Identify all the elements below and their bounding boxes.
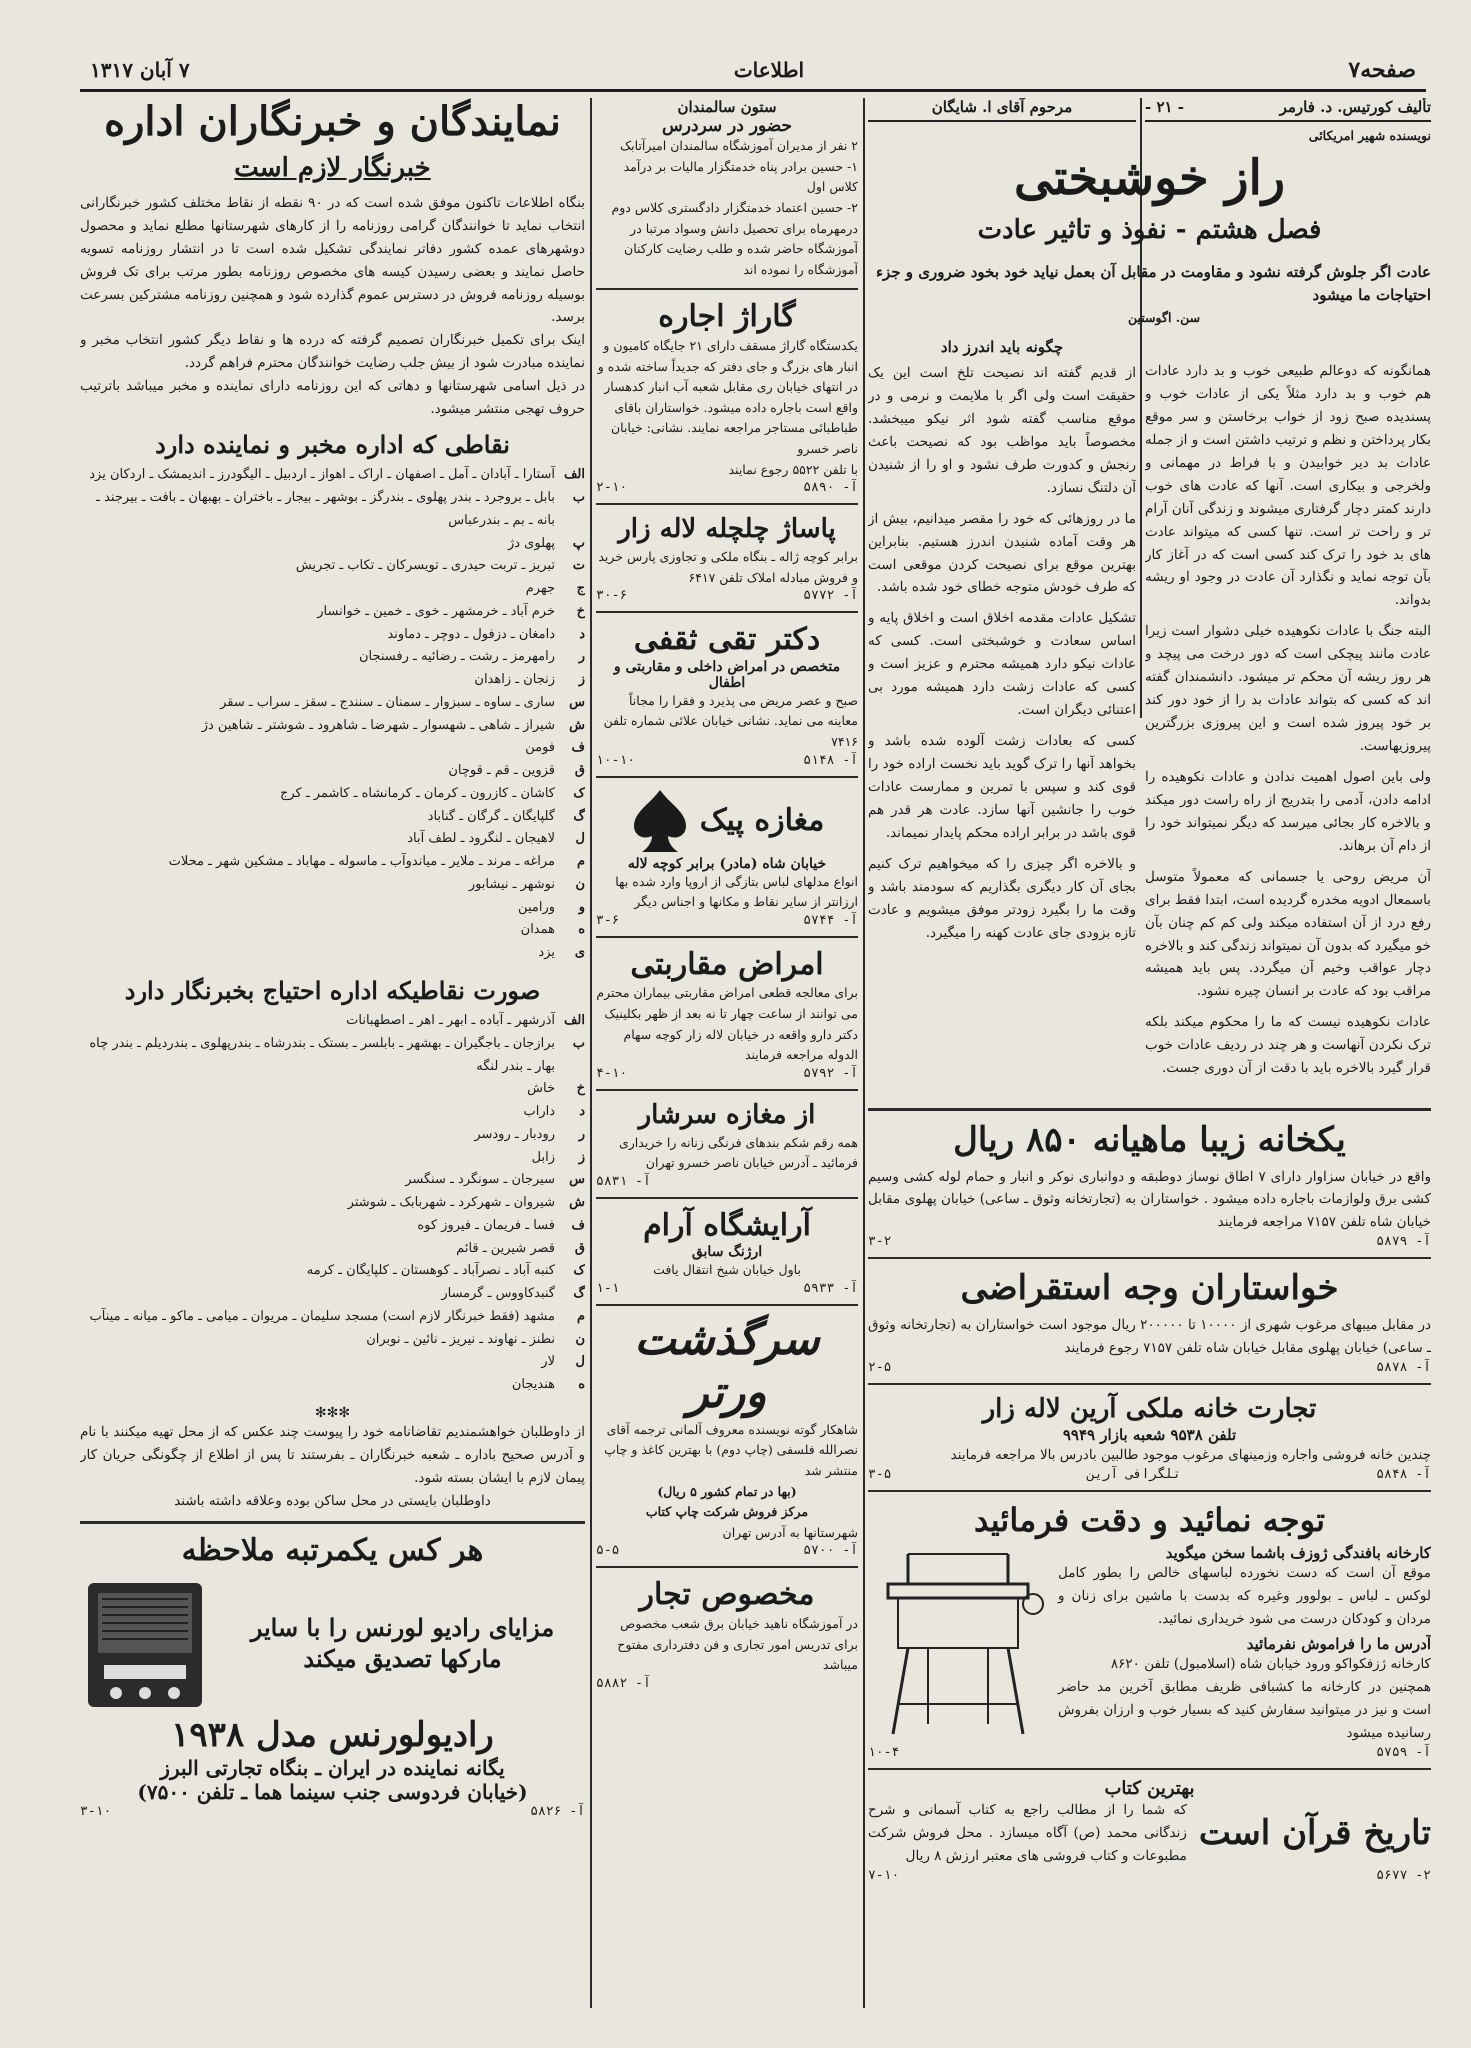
correspondents-intro2: اینک برای تکمیل خبرنگاران تصمیم گرفته که درده ها و نقاط دیگر کشور انتخاب مخبر و نماینده مبادرت شود از بیش جلب رضایت خوانندگان محترم فراهم گردد.: [80, 332, 585, 372]
column-rule: [863, 98, 865, 2008]
ad-code: ۲- ۵۶۷۷: [1376, 1867, 1431, 1883]
list-item: [80, 1078, 585, 1101]
serial-paragraph: تشکیل عادات مقدمه اخلاق است و اخلاق پایه و اساس سعادت و خوشبختی است. کسی که عادات نیکو دارد همیشه محترم و عزیز است و کسی که عادات زشت دارد همیشه مورد بی اعتنائی دیگران است.: [868, 610, 1136, 719]
list-item-places: کاشان ـ کازرون ـ کرمان ـ کرمانشاه ـ کاشمر ـ کرج: [279, 785, 555, 801]
list-item: [80, 942, 585, 965]
ad-passage-title: پاساژ چلچله لاله زار: [618, 514, 836, 545]
spade-icon: [630, 786, 690, 856]
serial-author: تألیف کورتیس. د. فارمر: [1279, 98, 1431, 116]
ad-code: ۲-۵: [868, 1359, 892, 1375]
list-item: [80, 1283, 585, 1306]
needed-list: [80, 1010, 585, 1397]
ad-code: آ- ۵۷۴۴: [803, 912, 858, 928]
ad-code: آ- ۵۷۷۲: [803, 588, 858, 604]
list-item-letter: ج: [576, 581, 585, 597]
serial-paragraph: ولی باین اصول اهمیت ندادن و عادات نکوهیده را ادامه دادن، آدمی را بتدریج از راه راست دور میکند و بالاخره کار بجائی میرسد که دیگر نمیتواند خود را از دام آن برهاند.: [1145, 768, 1431, 854]
list-item-places: خاش: [527, 1081, 555, 1097]
list-item-places: تبریز ـ تربت حیدری ـ تویسرکان ـ تکاب ـ تجریش: [295, 558, 555, 574]
ad-code: آ- ۵۷۵۹: [1376, 1744, 1431, 1760]
serial-paragraph: کسی که بعادات زشت آلوده شده باشد و بخواهد آنها را ترک گوید باید نخست اراده خود را قوی کند و سپس با تمرین و ممارست عادات خوب را جانشین آنها سازد. عادت هر قدر هم قوی باشد در برابر اراده محکم پایدار نمیماند.: [868, 733, 1136, 841]
list-item-letter: م: [576, 1308, 585, 1324]
list-item-places: گنبدکاووس ـ گرمسار: [441, 1286, 555, 1302]
list-item-places: برازجان ـ باجگیران ـ بهشهر ـ بابلسر ـ بستک ـ بندرشاه ـ بندرپهلوی ـ بندردیلم ـ بندر چاه بهار ـ بندر لنگه: [89, 1035, 555, 1074]
list-item-letter: ب: [572, 490, 585, 506]
serial-translator: مرحوم آقای ا. شایگان: [868, 98, 1136, 122]
correspondents-column: [80, 98, 585, 2008]
agents-list: [80, 464, 585, 965]
list-item-letter: ل: [575, 1354, 585, 1370]
list-item-letter: ب: [572, 1035, 585, 1051]
ad-code: آ- ۵۸۲۶: [530, 1803, 585, 1819]
list-item-letter: گ: [573, 1286, 585, 1302]
list-item: [80, 578, 585, 601]
ad-realestate-title: تجارت خانه ملکی آرین لاله زار: [982, 1393, 1317, 1424]
list-item-letter: ن: [575, 1331, 585, 1347]
serial-paragraph: همانگونه که دوعالم طبیعی خوب و بد دارد عادات هم خوب و بد دارد مثلاً یکی از عادات خوب و پسندیده صبح زود از خواب برخاستن و سر موقع بکار پرداختن و نظم و ترتیب داشتن است و از جمله عادات بد دیر خوابیدن و با فراط در مهمانی و ولخرجی و بیکاری است. آنها که عادت های خوب دارند کمتر دچار گرفتاری میشوند و زندگی آنان آرام تر و راحت تر است. تنها کسی که میتواند عادت های بد خود را ترک کند کسی است که در آغاز کار بآن توجه نماید و نگذارد آن عادت در وجود او ریشه بدواند.: [1145, 363, 1431, 609]
knitting-machine-icon: [868, 1544, 1048, 1744]
ad-code: ۲-۱۰: [596, 480, 628, 496]
list-item-places: قصر شیرین ـ قائم: [456, 1240, 555, 1256]
list-item-places: پهلوی دژ: [507, 535, 555, 551]
list-item-places: زنجان ـ زاهدان: [474, 672, 555, 688]
ad-garage-title: گاراژ اجاره: [658, 299, 796, 335]
radio-ad-address: (خیابان فردوسی جنب سینما هما ـ تلفن ۷۵۰۰): [137, 1779, 528, 1804]
list-item-letter: ف: [571, 1217, 585, 1233]
ad-elders-item: ۲- حسین اعتماد خدمتگزار دادگستری کلاس دوم: [611, 199, 858, 215]
radio-ad-line2: مارکها تصدیق میکند: [303, 1644, 502, 1674]
correspondents-subtitle: خبرنگار لازم است: [234, 153, 431, 183]
list-item-letter: و: [578, 899, 585, 915]
serial-quote: عادت اگر جلوش گرفته نشود و مقاومت در مقابل آن بعمل نیاید خود بخود ضروری و جزء احتیاجات ما میشود: [875, 263, 1431, 304]
ad-venereal-title: امراض مقاربتی: [630, 946, 824, 982]
list-item-places: آذرشهر ـ آباده ـ ابهر ـ اهر ـ اصطهبانات: [346, 1013, 555, 1029]
list-item: [80, 1169, 585, 1192]
serial-paragraph: و بالاخره اگر چیزی را که میخواهیم ترک کنیم بجای آن کار دیگری بگذاریم که سودمند باشد و وقت ما را بگیرد زودتر موفق میشویم و عادت تازه بزودی جای عادت کهنه را میگیرد.: [868, 855, 1136, 941]
list-item: [80, 919, 585, 942]
list-item-places: مراغه ـ مرند ـ ملایر ـ میاندوآب ـ ماسوله ـ مهاباد ـ مشکین شهر ـ محلات: [168, 854, 555, 870]
ad-peek-body: انواع مدلهای لباس بتازگی از اروپا وارد شده بها ارزانتر از سایر نقاط و مکانها و اجناس دیگر: [615, 873, 858, 910]
ad-sarshar-body: همه رقم شکم بندهای فرنگی زنانه را خریداری فرمائید ـ آدرس خیابان ناصر خسرو تهران: [618, 1134, 858, 1171]
list-item-places: گلپایگان ـ گرگان ـ گناباد: [427, 808, 555, 824]
list-item-letter: ز: [578, 672, 585, 688]
ad-knitting-sub: کارخانه بافندگی ژوزف باشما سخن میگوید: [1165, 1544, 1431, 1563]
list-item-letter: گ: [573, 808, 585, 824]
ad-elders-body: ۲ نفر از مدیران آموزشگاه سالمندان امیرآتابک: [619, 138, 858, 153]
list-item-places: یزد: [538, 945, 555, 961]
list-item: [80, 1351, 585, 1374]
list-item-letter: ه: [578, 1377, 585, 1393]
ad-salon-title: آرایشگاه آرام: [643, 1207, 811, 1243]
list-item-letter: خ: [576, 603, 585, 619]
ad-doctor-title: دکتر تقی ثقفی: [633, 622, 821, 658]
list-item-letter: ز: [578, 1149, 585, 1165]
list-item-places: لار: [541, 1354, 555, 1370]
ad-merchants-title: مخصوص تجار: [639, 1577, 815, 1613]
correspondents-intro: بنگاه اطلاعات تاکنون موفق شده است که در ۹۰ نقطه از نقاط مختلف کشور خبرنگارانی انتخاب نماید تا خوانندگان گرامی روزنامه را از کارهای شهرستانها مطلع نماید و محصول دوشهرهای عمده کشور دفاتر نمایندگی تشکیل شده است تا در انتشار روزنامه تسویه حاصل نمایند و بعضی رسیدن کیسه های مخصوص روزنامه بطور مرتب برای تک فروش بوسیله روزنامه فروش در دسترس عموم گذارده شود و همچنین روزنامه مشترکین بسرعت برسد.: [80, 194, 585, 326]
list-item-places: لاهیجان ـ لنگرود ـ لطف آباد: [407, 831, 555, 847]
list-item-places: شیروان ـ شهرکرد ـ شهربابک ـ شوشتر: [347, 1195, 555, 1211]
ad-elders-item: ۱- حسین برادر پناه خدمتگزار مالیات بر درآمد کلاس اول: [623, 158, 858, 195]
list-item-letter: د: [579, 1104, 585, 1120]
ad-werther-price: (بها در تمام کشور ۵ ریال): [657, 1483, 797, 1499]
list-item-letter: پ: [572, 535, 585, 551]
list-item-places: رودبار ـ رودسر: [474, 1126, 555, 1142]
correspondents-intro3: در ذیل اسامی شهرستانها و دهاتی که این روزنامه دارای نماینده و مخبر میباشد باترتیب حروف تهجی منتشر میشود.: [80, 378, 585, 418]
list-item-places: شیراز ـ شاهی ـ شهسوار ـ شهرضا ـ شاهرود ـ شوشتر ـ شاهین دژ: [201, 717, 555, 733]
list-item-places: فومن: [525, 740, 555, 756]
list-item-letter: ت: [572, 558, 585, 574]
list-item-places: قزوین ـ قم ـ قوچان: [448, 763, 555, 779]
ad-knitting-body: موقع آن است که دست نخورده لباسهای خالص را بطور کامل لوکس ـ لباس ـ بولوور وغیره که بدست با ماشین برای زنان و مردان و کودکان درست می شود خریداری نمائید.: [1058, 1565, 1431, 1628]
ad-merchants-body: در آموزشگاه ناهید خیابان برق شعب مخصوص برای تدریس امور تجاری و فن دفترداری مفتوح میباشد: [617, 1615, 858, 1673]
list-item-letter: ش: [569, 1195, 585, 1211]
list-item: [80, 806, 585, 829]
list-item: [80, 1010, 585, 1033]
ad-salon-body: باول خیابان شیخ انتقال یافت: [653, 1262, 801, 1278]
list-item: [80, 533, 585, 556]
list-item-letter: الف: [563, 467, 585, 483]
section-needs-agents: صورت نقاطیکه اداره احتیاج بخبرنگار دارد: [124, 975, 541, 1005]
ad-house-body: واقع در خیابان سزاوار دارای ۷ اطاق نوساز دوطبقه و دوانباری نوکر و انبار و حمام لوله کشی وسیم کشی برق ولوازمات باجاره داده میشود . خواستاران به (تجارتخانه وثوق ـ ساعی) خیابان پهلوی مقابل خیابان شاه تلفن ۷۱۵۷ مراجعه فرمایند: [868, 1168, 1431, 1231]
ad-werther-store: مرکز فروش شرکت چاپ کتاب: [645, 1504, 809, 1520]
ad-realestate-phone: تلفن ۹۵۳۸ شعبه بازار ۹۹۴۹: [1062, 1426, 1237, 1445]
list-item: [80, 760, 585, 783]
serial-subauthor: نویسنده شهیر امریکائی: [1308, 128, 1431, 143]
ad-code: آ- ۵۹۳۳: [803, 1281, 858, 1297]
list-item-letter: ش: [569, 717, 585, 733]
ad-werther-title: سرگذشت ورتر: [634, 1314, 820, 1418]
list-item-places: آستارا ـ آبادان ـ آمل ـ اصفهان ـ اراک ـ اهواز ـ اردبیل ـ الیگودرز ـ اندیمشک ـ اردکان یزد: [89, 467, 555, 483]
ad-knitting-addr-title: آدرس ما را فراموش نفرمائید: [1246, 1635, 1431, 1654]
list-item: [80, 1147, 585, 1170]
list-item-places: خرم آباد ـ خرمشهر ـ خوی ـ خمین ـ خوانسار: [317, 603, 555, 619]
ad-code: ۱-۱: [596, 1281, 620, 1297]
list-item-letter: ک: [573, 1263, 585, 1279]
list-item: [80, 1306, 585, 1329]
radio-icon: [80, 1573, 210, 1713]
ad-garage-phone: با تلفن ۵۵۲۲ رجوع نمایند: [728, 461, 858, 477]
ad-code: ۳-۵: [868, 1467, 892, 1483]
ad-loan-title: خواستاران وجه استقراضی: [960, 1268, 1339, 1309]
serial-text-left: [868, 338, 1136, 1090]
list-item: [80, 646, 585, 669]
ad-passage-body: برابر کوچه ژاله ـ بنگاه ملکی و تجاوزی پارس خرید و فروش مبادله املاک تلفن ۶۴۱۷: [598, 549, 858, 585]
list-item: [80, 555, 585, 578]
list-item-letter: د: [579, 626, 585, 642]
ad-werther-body: شاهکار گوته نویسنده معروف آلمانی ترجمه آقای نصرالله فلسفی (چاپ دوم) با بهترین کاغذ و چاپ منتشر شد: [604, 1421, 858, 1478]
list-item-letter: الف: [563, 1013, 585, 1029]
ad-book-kicker: بهترین کتاب: [1104, 1777, 1195, 1799]
middle-ads-column: [596, 98, 858, 2008]
list-item-places: هندیجان: [511, 1377, 555, 1393]
ad-code: ۷-۱۰: [868, 1867, 900, 1883]
stars-divider: ✻✻✻: [314, 1404, 351, 1421]
ad-code: ۳-۲: [868, 1234, 892, 1250]
ad-code: ۳۰-۶: [596, 588, 628, 604]
ad-elders-sub: حضور در سردرس: [661, 116, 792, 136]
section-has-agents: نقاطی که اداره مخبر و نماینده دارد: [155, 430, 510, 460]
list-item-places: ورامین: [518, 899, 555, 915]
issue-date: ۷ آبان ۱۳۱۷: [90, 57, 190, 82]
list-item: [80, 1238, 585, 1261]
list-item-letter: خ: [576, 1081, 585, 1097]
list-item: [80, 624, 585, 647]
ad-sarshar-title: از مغازه سرشار: [638, 1099, 816, 1130]
ad-code: ۵-۵: [596, 1543, 620, 1559]
list-item-places: داراب: [523, 1104, 555, 1120]
list-item: [80, 1033, 585, 1079]
ad-loan-body: در مقابل میبهای مرغوب شهری از ۱۰۰۰۰ تا ۲۰۰۰۰۰ ریال موجود است خواستاران به (تجارتخانه وثوق ـ ساعی) خیابان پهلوی مقابل خیابان شاه تلفن ۷۱۵۷ رجوع فرمایند: [868, 1316, 1431, 1356]
ad-code: آ- ۵۸۷۹: [1376, 1234, 1431, 1250]
ad-knitting-body2: همچنین در کارخانه ما کشبافی ظریف مطابق آخرین مد حاضر است و نیز در میتوانید سفارش کنید که بسیار خوب و ارزان بفروش رسانیده میشود: [1058, 1679, 1431, 1742]
radio-ad-model: رادیولورنس مدل ۱۹۳۸: [171, 1715, 494, 1756]
list-item-places: نطنز ـ نهاوند ـ نیریز ـ نائین ـ نوبران: [366, 1331, 555, 1347]
ad-book-title: تاریخ قرآن است: [1198, 1813, 1431, 1854]
serial-paragraph: البته جنگ با عادات نکوهیده خیلی دشوار است زیرا عادت مانند پیچکی است که دور درخت می پیچد و هر روز ریشه آن محکم تر میشود. دانشمندان گفته اند که کسی که بتواند عادات بد را از خود دور کند بر خود پیروز شده است و این پیروزی بزرگترین پیروزیهاست.: [1145, 623, 1431, 754]
list-item-places: رامهرمز ـ رشت ـ رضائیه ـ رفسنجان: [358, 649, 555, 665]
page-number: صفحه۷: [1348, 56, 1416, 83]
serial-title: راز خوشبختی: [1013, 150, 1286, 206]
list-item-letter: ه: [578, 922, 585, 938]
list-item-letter: ق: [574, 763, 585, 779]
serial-column: [1145, 98, 1431, 147]
list-item: [80, 692, 585, 715]
ad-elders-head: ستون سالمندان: [677, 98, 777, 116]
serial-paragraph: آن مریض روحی یا جسمانی که معمولاً متوسل باسمعال ادویه مخدره گردیده است، ابتدا فقط برای رفع درد از آن استفاده میکند ولی کم کم چنان بآن خو میگیرد که بدون آن نمیتواند زندگی کند و بالاخره دچار عواقب وخیم آن میگردد. پس باید همیشه مراقب بود که عادت بر انسان چیره نشود.: [1145, 868, 1431, 1000]
paper-name: اطلاعات: [733, 57, 805, 82]
serial-header: [868, 150, 1431, 329]
list-item: [80, 1124, 585, 1147]
list-item-letter: ر: [578, 1126, 585, 1142]
ad-garage-body: یکدستگاه گاراژ مسقف دارای ۲۱ جایگاه کامیون و انبار های بزرگ و جای دفتر که جدیداً ساخته شده و در انتهای خیابان ری مقابل شعبه آب انبار کدهسار واقع است باجاره داده میشود. خواستاران باقای طباطبائی مستاجر مراجعه نمایند. نشانی: خیابان ناصر خسرو: [597, 337, 858, 456]
list-item-places: جهرم: [525, 581, 555, 597]
list-item-places: سیرجان ـ سونگرد ـ سنگسر: [405, 1172, 555, 1188]
serial-paragraph: از قدیم گفته اند نصیحت تلخ است این یک حقیقت است ولی اگر با ملایمت و نرمی و در موقع مناسب گفته شود اثر نیکو میبخشد. مخصوصاً باید مواظب بود که نصیحت باعث رنجش و کدورت طرف نشود و او را از شنیدن آن دلتنگ نسازد.: [868, 365, 1136, 496]
ad-doctor-sub: متخصص در امراض داخلی و مقاربتی و اطفال: [613, 658, 841, 691]
ad-realestate-body: چندین خانه فروشی واجاره وزمینهای مرغوب موجود طالبین بادرس بالا مراجعه فرمایند: [950, 1447, 1431, 1464]
ad-elders-body2: درمهرماه برای تحصیل دانش وسواد مرتبا در آموزشگاه حاضر شده و طلب رضایت کارکنان آموزشگاه را نموده اند: [624, 220, 858, 277]
classified-ads-right: [868, 1100, 1431, 2010]
list-item-letter: ر: [578, 649, 585, 665]
ad-knitting-addr: کارخانه ژزفکواکو ورود خیابان شاه (اسلامبول) تلفن ۸۶۲۰: [1110, 1656, 1431, 1673]
list-item-places: زابل: [531, 1149, 555, 1165]
list-item-letter: ی: [574, 945, 585, 961]
ad-code: ۳-۶: [596, 912, 620, 928]
serial-text-right: [1145, 360, 1431, 1090]
list-item-letter: س: [569, 694, 585, 710]
correspondents-outro2: داوطلبان بایستی در محل ساکن بوده وعلاقه داشته باشند: [174, 1492, 491, 1509]
list-item: [80, 1374, 585, 1397]
list-item: [80, 897, 585, 920]
ad-knitting-title: توجه نمائید و دقت فرمائید: [973, 1501, 1326, 1540]
list-item: [80, 1101, 585, 1124]
list-item: [80, 1192, 585, 1215]
ad-code: ۴-۱۰: [596, 1065, 628, 1081]
list-item: [80, 737, 585, 760]
radio-ad-title: هر کس یکمرتبه ملاحظه: [181, 1532, 484, 1568]
ad-werther-city: شهرستانها به آدرس تهران: [722, 1524, 858, 1540]
list-item-letter: ف: [571, 740, 585, 756]
radio-ad-agent: یگانه نماینده در ایران ـ بنگاه تجارتی البرز: [160, 1755, 505, 1780]
list-item-places: بابل ـ بروجرد ـ بندر پهلوی ـ بندرگز ـ بوشهر ـ بیجار ـ باختران ـ بهبهان ـ بافت ـ بیرجند ـ بانه ـ بم ـ بندرعباس: [96, 490, 555, 528]
list-item-letter: ن: [575, 876, 585, 892]
ad-code: آ- ۵۷۹۲: [803, 1065, 858, 1081]
list-item-letter: م: [576, 854, 585, 870]
list-item: [80, 783, 585, 806]
correspondents-title: نمایندگان و خبرنگاران اداره: [104, 98, 561, 145]
ad-code: آ- ۵۸۳۱: [596, 1173, 651, 1189]
list-item: [80, 1260, 585, 1283]
list-item-places: فسا ـ فریمان ـ فیروز کوه: [417, 1217, 555, 1233]
list-item-letter: ک: [573, 785, 585, 801]
serial-quote-author: سن. اگوستین: [1128, 310, 1201, 326]
ad-code: آ- ۵۸۸۲: [596, 1675, 651, 1691]
list-item: [80, 828, 585, 851]
ad-venereal-body: برای معالجه قطعی امراض مقاربتی بیماران محترم می توانند از ساعت چهار تا نه بعد از ظهر بکلینیک دکتر دارو واقعه در خیابان لاله زار کوچه سهام الدوله مراجعه فرمایند: [596, 985, 858, 1063]
list-item-places: همدان: [520, 922, 555, 938]
ad-peek-sub: خیابان شاه (مادر) برابر کوچه لاله: [627, 855, 827, 872]
ad-code: آ- ۵۸۴۸: [1376, 1467, 1431, 1483]
ad-code: آ- ۵۸۹۰: [803, 480, 858, 496]
list-item-places: دامغان ـ دزفول ـ دوچر ـ دماوند: [387, 626, 555, 642]
ad-code: ۱۰-۴: [868, 1744, 900, 1760]
list-item-letter: ق: [574, 1240, 585, 1256]
list-item: [80, 1215, 585, 1238]
serial-paragraph: عادات نکوهیده نیست که ما را محکوم میکند بلکه ترک نکردن آنهاست و هر چند در ردیف عادات خوب قرار گیرد بالاخره باید با دقت از آن دوری جست.: [1145, 1014, 1431, 1077]
list-item-places: ساری ـ ساوه ـ سبزوار ـ سمنان ـ سنندج ـ سقز ـ سراب ـ سقر: [220, 694, 555, 710]
list-item-letter: س: [569, 1172, 585, 1188]
list-item: [80, 715, 585, 738]
list-item: [80, 487, 585, 533]
list-item: [80, 669, 585, 692]
serial-paragraph: ما در روزهائی که خود را مقصر میدانیم، بیش از هر وقت آماده شنیدن اندرز هستیم. بنابراین بهترین موقع برای نصیحت کردن موقعی است که طرف خودش متوجه خطای خود شده باشد.: [868, 510, 1136, 596]
list-item-places: نوشهر ـ نیشابور: [468, 876, 555, 892]
serial-chapter: فصل هشتم - نفوذ و تاثیر عادت: [977, 214, 1322, 245]
ad-salon-sub: ارژنگ سابق: [691, 1244, 763, 1261]
masthead: [80, 50, 1426, 92]
ad-house-title: یکخانه زیبا ماهیانه ۸۵۰ ریال: [953, 1120, 1346, 1160]
ad-telegraph: تلگرافی آرین: [1086, 1467, 1181, 1483]
list-item: [80, 1329, 585, 1352]
list-item-places: مشهد (فقط خبرنگار لازم است) مسجد سلیمان ـ مریوان ـ میامی ـ ماکو ـ میانه ـ مینآب: [89, 1308, 555, 1324]
list-item: [80, 601, 585, 624]
list-item-places: کنبه آباد ـ نصرآباد ـ کوهستان ـ کلپایگان ـ کرمه: [306, 1263, 555, 1279]
serial-translator-column: [868, 98, 1136, 122]
correspondents-outro: از داوطلبان خواهشمندیم تقاضانامه خود را پیوست چند عکس که از محل تهیه میکنند با نام و آدرس صحیح باداره ـ شعبه خبرنگاران ـ بفرستند تا پس از اطلاع از چگونگی جریان کار پیمان لازم با ایشان بسته شود.: [80, 1423, 585, 1486]
list-item: [80, 464, 585, 487]
list-item: [80, 874, 585, 897]
serial-subhead: چگونه باید اندرز داد: [940, 338, 1064, 356]
radio-ad-line1: مزایای رادیو لورنس را با سایر: [250, 1612, 555, 1642]
ad-peek-title: مغازه پیک: [699, 802, 825, 838]
ad-code: آ- ۵۱۴۸: [803, 752, 858, 768]
ad-code: آ- ۵۷۰۰: [803, 1543, 858, 1559]
list-item: [80, 851, 585, 874]
ad-book-body: که شما را از مطالب راجع به کتاب آسمانی و شرح زندگانی محمد (ص) آگاه میسازد . محل فروش شرکت مطبوعات و کتاب فروشی های معتبر ارزش ۸ ریال: [868, 1801, 1187, 1864]
ad-code: ۱۰-۱۰: [596, 752, 636, 768]
column-rule: [590, 98, 592, 2008]
serial-number: - ۲۱ -: [1145, 98, 1185, 116]
ad-code: ۳-۱۰: [80, 1803, 112, 1819]
ad-code: آ- ۵۸۷۸: [1376, 1359, 1431, 1375]
ad-doctor-body: صبح و عصر مریض می پذیرد و فقرا را مجاناً معاینه می نماید. نشانی خیابان علائی شماره تلفن ۷۴۱۶: [603, 692, 858, 750]
list-item-letter: ل: [575, 831, 585, 847]
